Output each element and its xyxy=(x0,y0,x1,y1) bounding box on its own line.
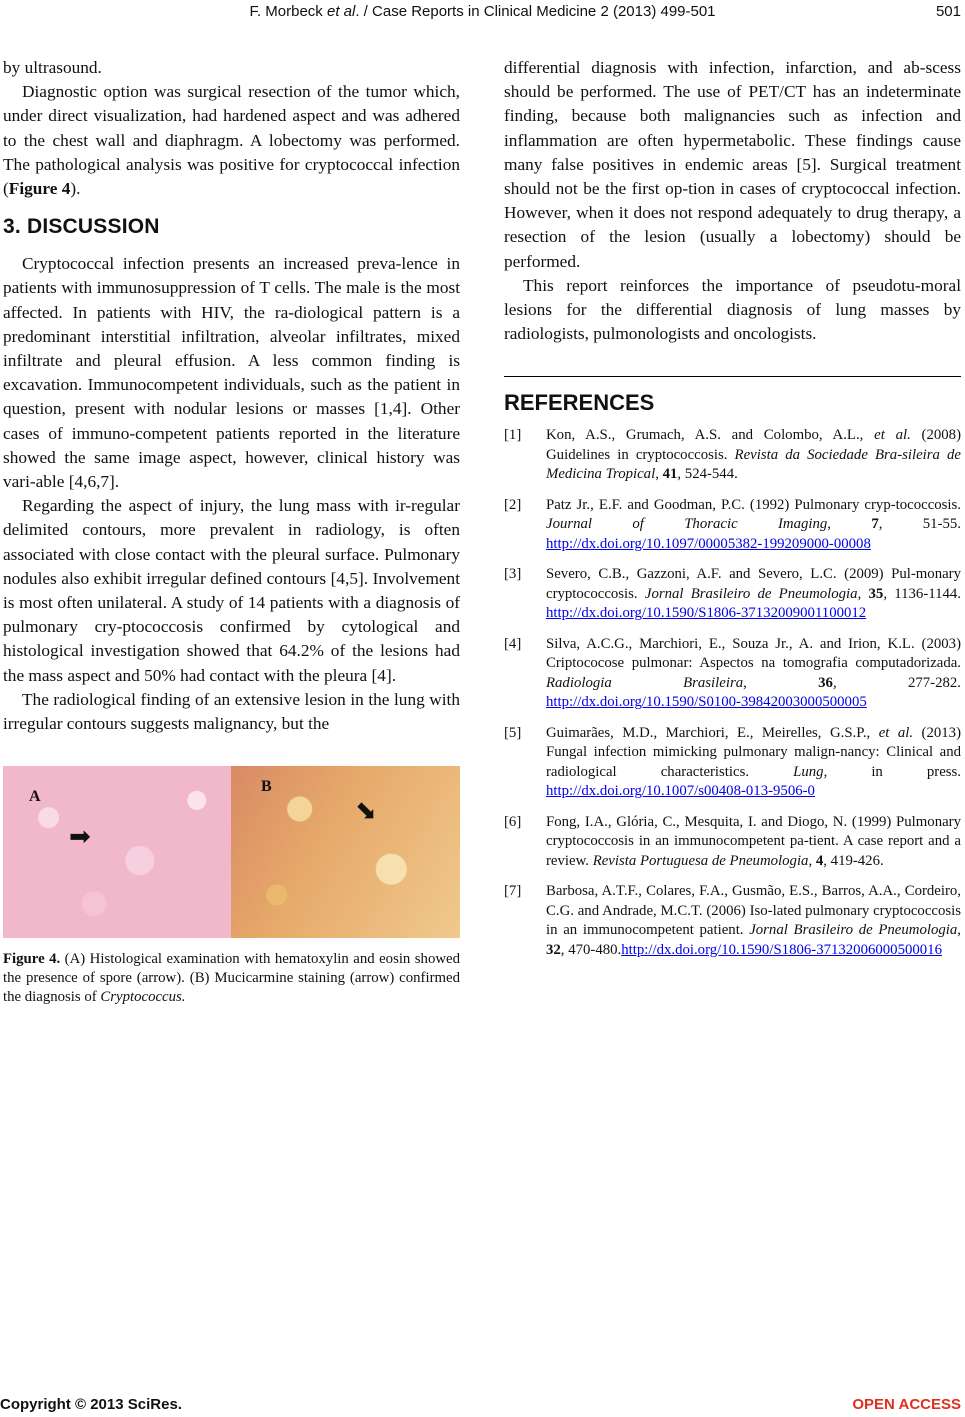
reference-item xyxy=(504,813,961,872)
reference-number: [7] xyxy=(504,883,522,900)
reference-vol: 35 xyxy=(868,585,884,602)
reference-etal: et al. xyxy=(874,427,911,444)
reference-item xyxy=(504,426,961,485)
reference-text xyxy=(546,724,961,802)
reference-c: , xyxy=(655,466,663,483)
reference-c: , xyxy=(808,852,816,869)
reference-journal: Radiologia Brasileira xyxy=(546,674,744,691)
reference-item xyxy=(504,724,961,802)
reference-number: [5] xyxy=(504,724,522,741)
reference-c: , xyxy=(857,585,869,602)
reference-etal: et al. xyxy=(878,724,914,741)
doi-link[interactable]: http://dx.doi.org/10.1590/S1806-37132009001100012 xyxy=(546,605,867,622)
page-number: 501 xyxy=(935,3,961,20)
right-column xyxy=(504,56,961,971)
doi-link[interactable]: http://dx.doi.org/10.1590/S0100-39842003000500005 xyxy=(546,694,867,711)
reference-text xyxy=(546,813,961,872)
paragraph-conclusion: This report reinforces the importance of pseudotu-moral lesions for the differential diagnosis of lung masses by radiologists, pulmonologists and oncologists. xyxy=(504,275,961,344)
paragraph-radiological: The radiological finding of an extensive lesion in the lung with irregular contours suggests malignancy, but the xyxy=(3,689,460,734)
reference-d: , 51-55. xyxy=(878,516,962,533)
reference-number: [6] xyxy=(504,813,522,830)
doi-link[interactable]: http://dx.doi.org/10.1007/s00408-013-9506-0 xyxy=(546,783,815,800)
reference-journal: Jornal Brasileiro de Pneumologia xyxy=(644,585,858,602)
reference-d: , 524-544. xyxy=(677,466,738,483)
reference-vol: 7 xyxy=(871,516,879,533)
reference-journal: Lung xyxy=(793,763,824,780)
reference-text xyxy=(546,565,961,624)
reference-a: Fong, I.A., Glória, C., Mesquita, I. and Diogo, N. (1999) Pulmonary cryptococcosis in an immunocompetent pa-tient. A case report and a review. xyxy=(546,813,961,869)
reference-vol: 36 xyxy=(818,674,833,691)
histology-panel-a xyxy=(3,766,231,938)
reference-b: (2008) Guidelines in cryptococcosis. xyxy=(546,427,961,463)
reference-text xyxy=(546,496,961,555)
running-header xyxy=(0,3,965,23)
reference-item xyxy=(504,496,961,555)
reference-a: Barbosa, A.T.F., Colares, F.A., Gusmão, E.S., Barros, A.A., Cordeiro, C.G. and Andrade, M.C.T. (2006) Iso-lated pulmonary cryptococcosis in an immunocompetent patient. xyxy=(546,883,961,939)
reference-vol: 32 xyxy=(546,941,561,958)
reference-journal: Revista da Sociedade Bra-sileira de Medicina Tropical xyxy=(546,446,962,483)
reference-vol: 4 xyxy=(815,852,824,869)
header-title: F. Morbeck et al. / Case Reports in Clinical Medicine 2 (2013) 499-501 xyxy=(249,3,716,20)
reference-b: (2013) Fungal infection mimicking pulmonary malign-nancy: Clinical and radiological characteristics. xyxy=(546,724,961,780)
histology-panel-b xyxy=(231,766,460,938)
paragraph-continued: by ultrasound. xyxy=(3,58,102,77)
open-access-label: OPEN ACCESS xyxy=(852,1396,961,1413)
reference-c: , xyxy=(743,674,819,691)
reference-number: [4] xyxy=(504,635,522,652)
reference-a: Guimarães, M.D., Marchiori, E., Meirelles, G.S.P., xyxy=(546,724,879,741)
reference-a: Severo, C.B., Gazzoni, A.F. and Severo, L.C. (2009) Pul-monary cryptococcosis. xyxy=(546,566,961,602)
reference-a: Silva, A.C.G., Marchiori, E., Souza Jr., A. and Irion, K.L. (2003) Criptococose pulmonar: Aspectos na tomografia computadorizada. xyxy=(546,635,961,672)
left-column xyxy=(3,56,460,1007)
reference-number: [1] xyxy=(504,427,522,444)
divider xyxy=(504,376,961,377)
panel-a-label: A xyxy=(29,788,41,806)
discussion-heading: 3. DISCUSSION xyxy=(3,215,160,239)
reference-item xyxy=(504,635,961,713)
copyright-text: Copyright © 2013 SciRes. xyxy=(0,1396,182,1413)
reference-list xyxy=(504,426,961,960)
reference-c: , xyxy=(827,516,872,533)
figure-caption: Figure 4. (A) Histological examination with hematoxylin and eosin showed the presence of spore (arrow). (B) Mucicarmine staining (arrow) confirmed the diagnosis of Cryptococcus. xyxy=(3,951,461,1006)
panel-b-label: B xyxy=(261,778,272,796)
doi-link[interactable]: http://dx.doi.org/10.1097/00005382-199209000-00008 xyxy=(546,535,871,552)
reference-item xyxy=(504,882,961,960)
paragraph-cryptococcal: Cryptococcal infection presents an increased preva-lence in patients with immunosuppression of T cells. The male is the most affected. In patients with HIV, the ra-diological pattern is a predominant interstitial infiltration, alveolar infiltrates, mixed infiltrate and pleural effusion. A less common finding is excavation. Immunocompetent individuals, such as the patient in question, present with nodular lesions or masses [1,4]. Other cases of immuno-competent patients reported in the literature showed the same image aspect, however, clinical history was vari-able [4,6,7]. xyxy=(3,254,460,492)
reference-d: , 470-480. xyxy=(560,941,622,958)
arrow-icon: ➡ xyxy=(69,822,91,852)
reference-d: , 419-426. xyxy=(823,852,884,869)
paragraph-injury-aspect: Regarding the aspect of injury, the lung mass with ir-regular delimited contours, more prevalent in radiology, is often associated with close contact with the pleural surface. Pulmonary nodules also exhibit irregular defined contours [4,5]. Involvement is most often unilateral. A study of 14 patients with a diagnosis of pulmonary cry-ptococcosis confirmed by cytological and histological investigation showed that 64.2% of the lesions had the mass aspect and 50% had contact with the pleura [4]. xyxy=(3,496,460,685)
reference-journal: Jornal Brasileiro de Pneumologia xyxy=(749,922,958,939)
paragraph-diagnostic: Diagnostic option was surgical resection of the tumor which, under direct visualization, had hardened aspect and was adhered to the chest wall and diaphragm. A lobectomy was performed. The pathological analysis was positive for cryptococcal infection (Figure 4). xyxy=(3,82,460,199)
reference-text xyxy=(546,426,961,485)
references-heading: REFERENCES xyxy=(504,390,655,416)
reference-journal: Revista Portuguesa de Pneumologia xyxy=(592,852,809,869)
reference-a: Kon, A.S., Grumach, A.S. and Colombo, A.L., xyxy=(546,427,875,444)
reference-c: , in press. xyxy=(823,763,962,780)
reference-a: Patz Jr., E.F. and Goodman, P.C. (1992) Pulmonary cryp-tococcosis. xyxy=(546,496,961,513)
reference-d: , 277-282. xyxy=(832,674,961,691)
reference-d: , 1136-1144. xyxy=(883,585,961,602)
reference-item xyxy=(504,565,961,624)
reference-c: , xyxy=(957,922,961,939)
arrow-icon: ⬊ xyxy=(355,796,377,826)
reference-text xyxy=(546,635,961,713)
reference-journal: Journal of Thoracic Imaging xyxy=(546,516,828,533)
paragraph-differential: differential diagnosis with infection, infarction, and ab-scess should be performed. The use of PET/CT has an indeterminate finding, because both malignancies such as infection and inflammation are often hypermetabolic. These findings cause many false positives in endemic areas [5]. Surgical treatment should not be the first op-tion in cases of cryptococcal infection. However, when it does not respond adequately to drug therapy, a resection of the lesion (usually a lobectomy) should be performed. xyxy=(504,58,961,271)
reference-vol: 41 xyxy=(662,466,678,483)
reference-text xyxy=(546,882,961,960)
figure-4 xyxy=(3,766,460,938)
reference-number: [2] xyxy=(504,496,522,513)
doi-link[interactable]: http://dx.doi.org/10.1590/S1806-37132006000500016 xyxy=(621,941,942,958)
reference-number: [3] xyxy=(504,566,522,583)
